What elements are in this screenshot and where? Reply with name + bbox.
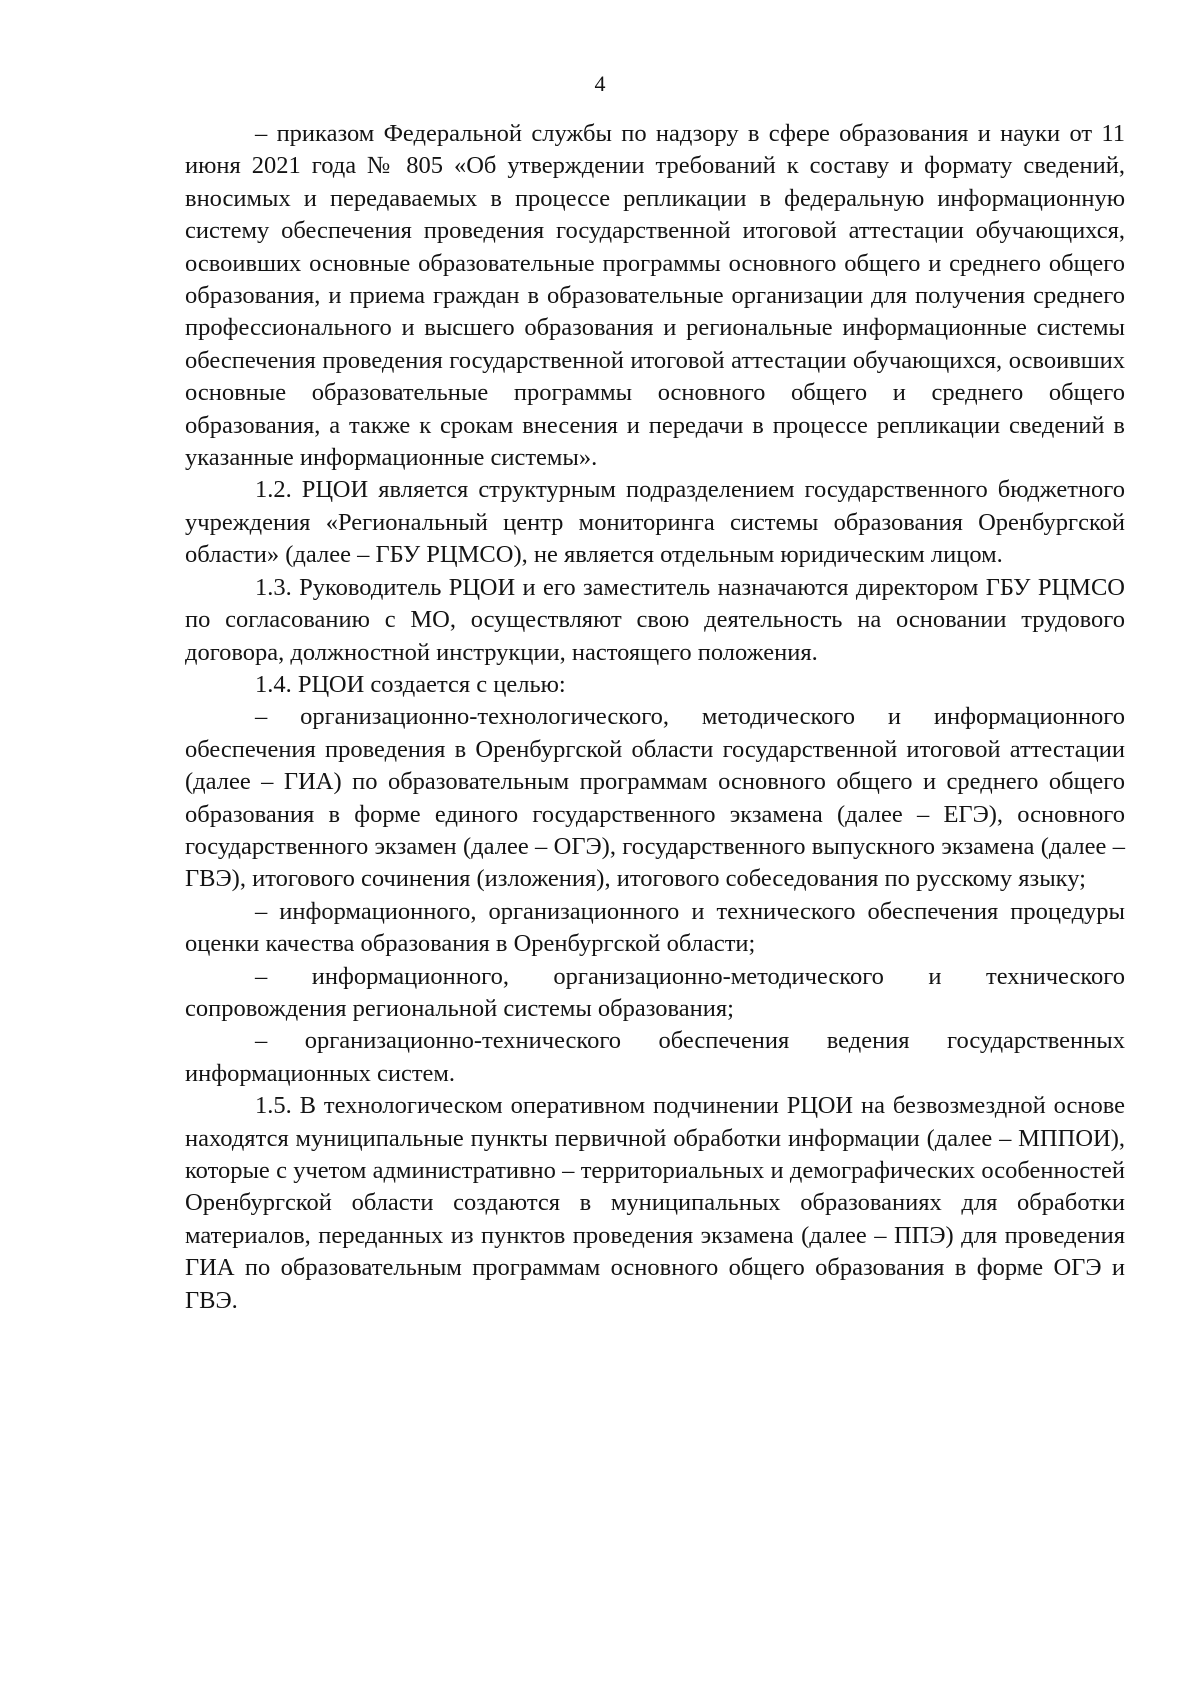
list-item-quality-assessment: – информационного, организационного и технического обеспечения процедуры оценки качества образования в Оренбургской области; (185, 897, 1125, 958)
list-item-gia-support: – организационно-технологического, методического и информационного обеспечения проведения в Оренбургской области государственной итоговой аттестации (далее – ГИА) по образовательным программам основного общего и среднего общего образования в форме единого государственного экзамена (далее – ЕГЭ), основного государственного экзамен (далее – ОГЭ), государственного выпускного экзамена (далее – ГВЭ), итогового сочинения (изложения), итогового собеседования по русскому языку; (185, 703, 1125, 893)
paragraph-1-4: 1.4. РЦОИ создается с целью: (255, 670, 566, 698)
paragraph-1-5: 1.5. В технологическом оперативном подчинении РЦОИ на безвозмездной основе находятся муниципальные пункты первичной обработки информации (далее – МППОИ), которые с учетом административно – территориальных и демографических особенностей Оренбургской области создаются в муниципальных образованиях для обработки материалов, переданных из пунктов проведения экзамена (далее – ППЭ) для проведения ГИА по образовательным программам основного общего образования в форме ОГЭ и ГВЭ. (185, 1092, 1125, 1314)
document-body (185, 118, 1125, 1317)
paragraph-order-805: – приказом Федеральной службы по надзору в сфере образования и науки от 11 июня 2021 года № 805 «Об утверждении требований к составу и формату сведений, вносимых и передаваемых в процессе репликации в федеральную информационную систему обеспечения проведения государственной итоговой аттестации обучающихся, освоивших основные образовательные программы основного общего и среднего общего образования, и приема граждан в образовательные организации для получения среднего профессионального и высшего образования и региональные информационные системы обеспечения проведения государственной итоговой аттестации обучающихся, освоивших основные образовательные программы основного общего и среднего общего образования, а также к срокам внесения и передачи в процессе репликации сведений в указанные информационные системы». (185, 120, 1125, 472)
paragraph-1-2: 1.2. РЦОИ является структурным подразделением государственного бюджетного учреждения «Региональный центр мониторинга системы образования Оренбургской области» (далее – ГБУ РЦМСО), не является отдельным юридическим лицом. (185, 476, 1125, 569)
list-item-state-info-systems: – организационно-технического обеспечения ведения государственных информационных систем. (185, 1027, 1125, 1087)
list-item-regional-system-support: – информационного, организационно-методического и технического сопровождения региональной системы образования; (185, 962, 1125, 1022)
page-number: 4 (594, 71, 606, 96)
paragraph-1-3: 1.3. Руководитель РЦОИ и его заместитель назначаются директором ГБУ РЦМСО по согласованию с МО, осуществляют свою деятельность на основании трудового договора, должностной инструкции, настоящего положения. (185, 573, 1125, 666)
